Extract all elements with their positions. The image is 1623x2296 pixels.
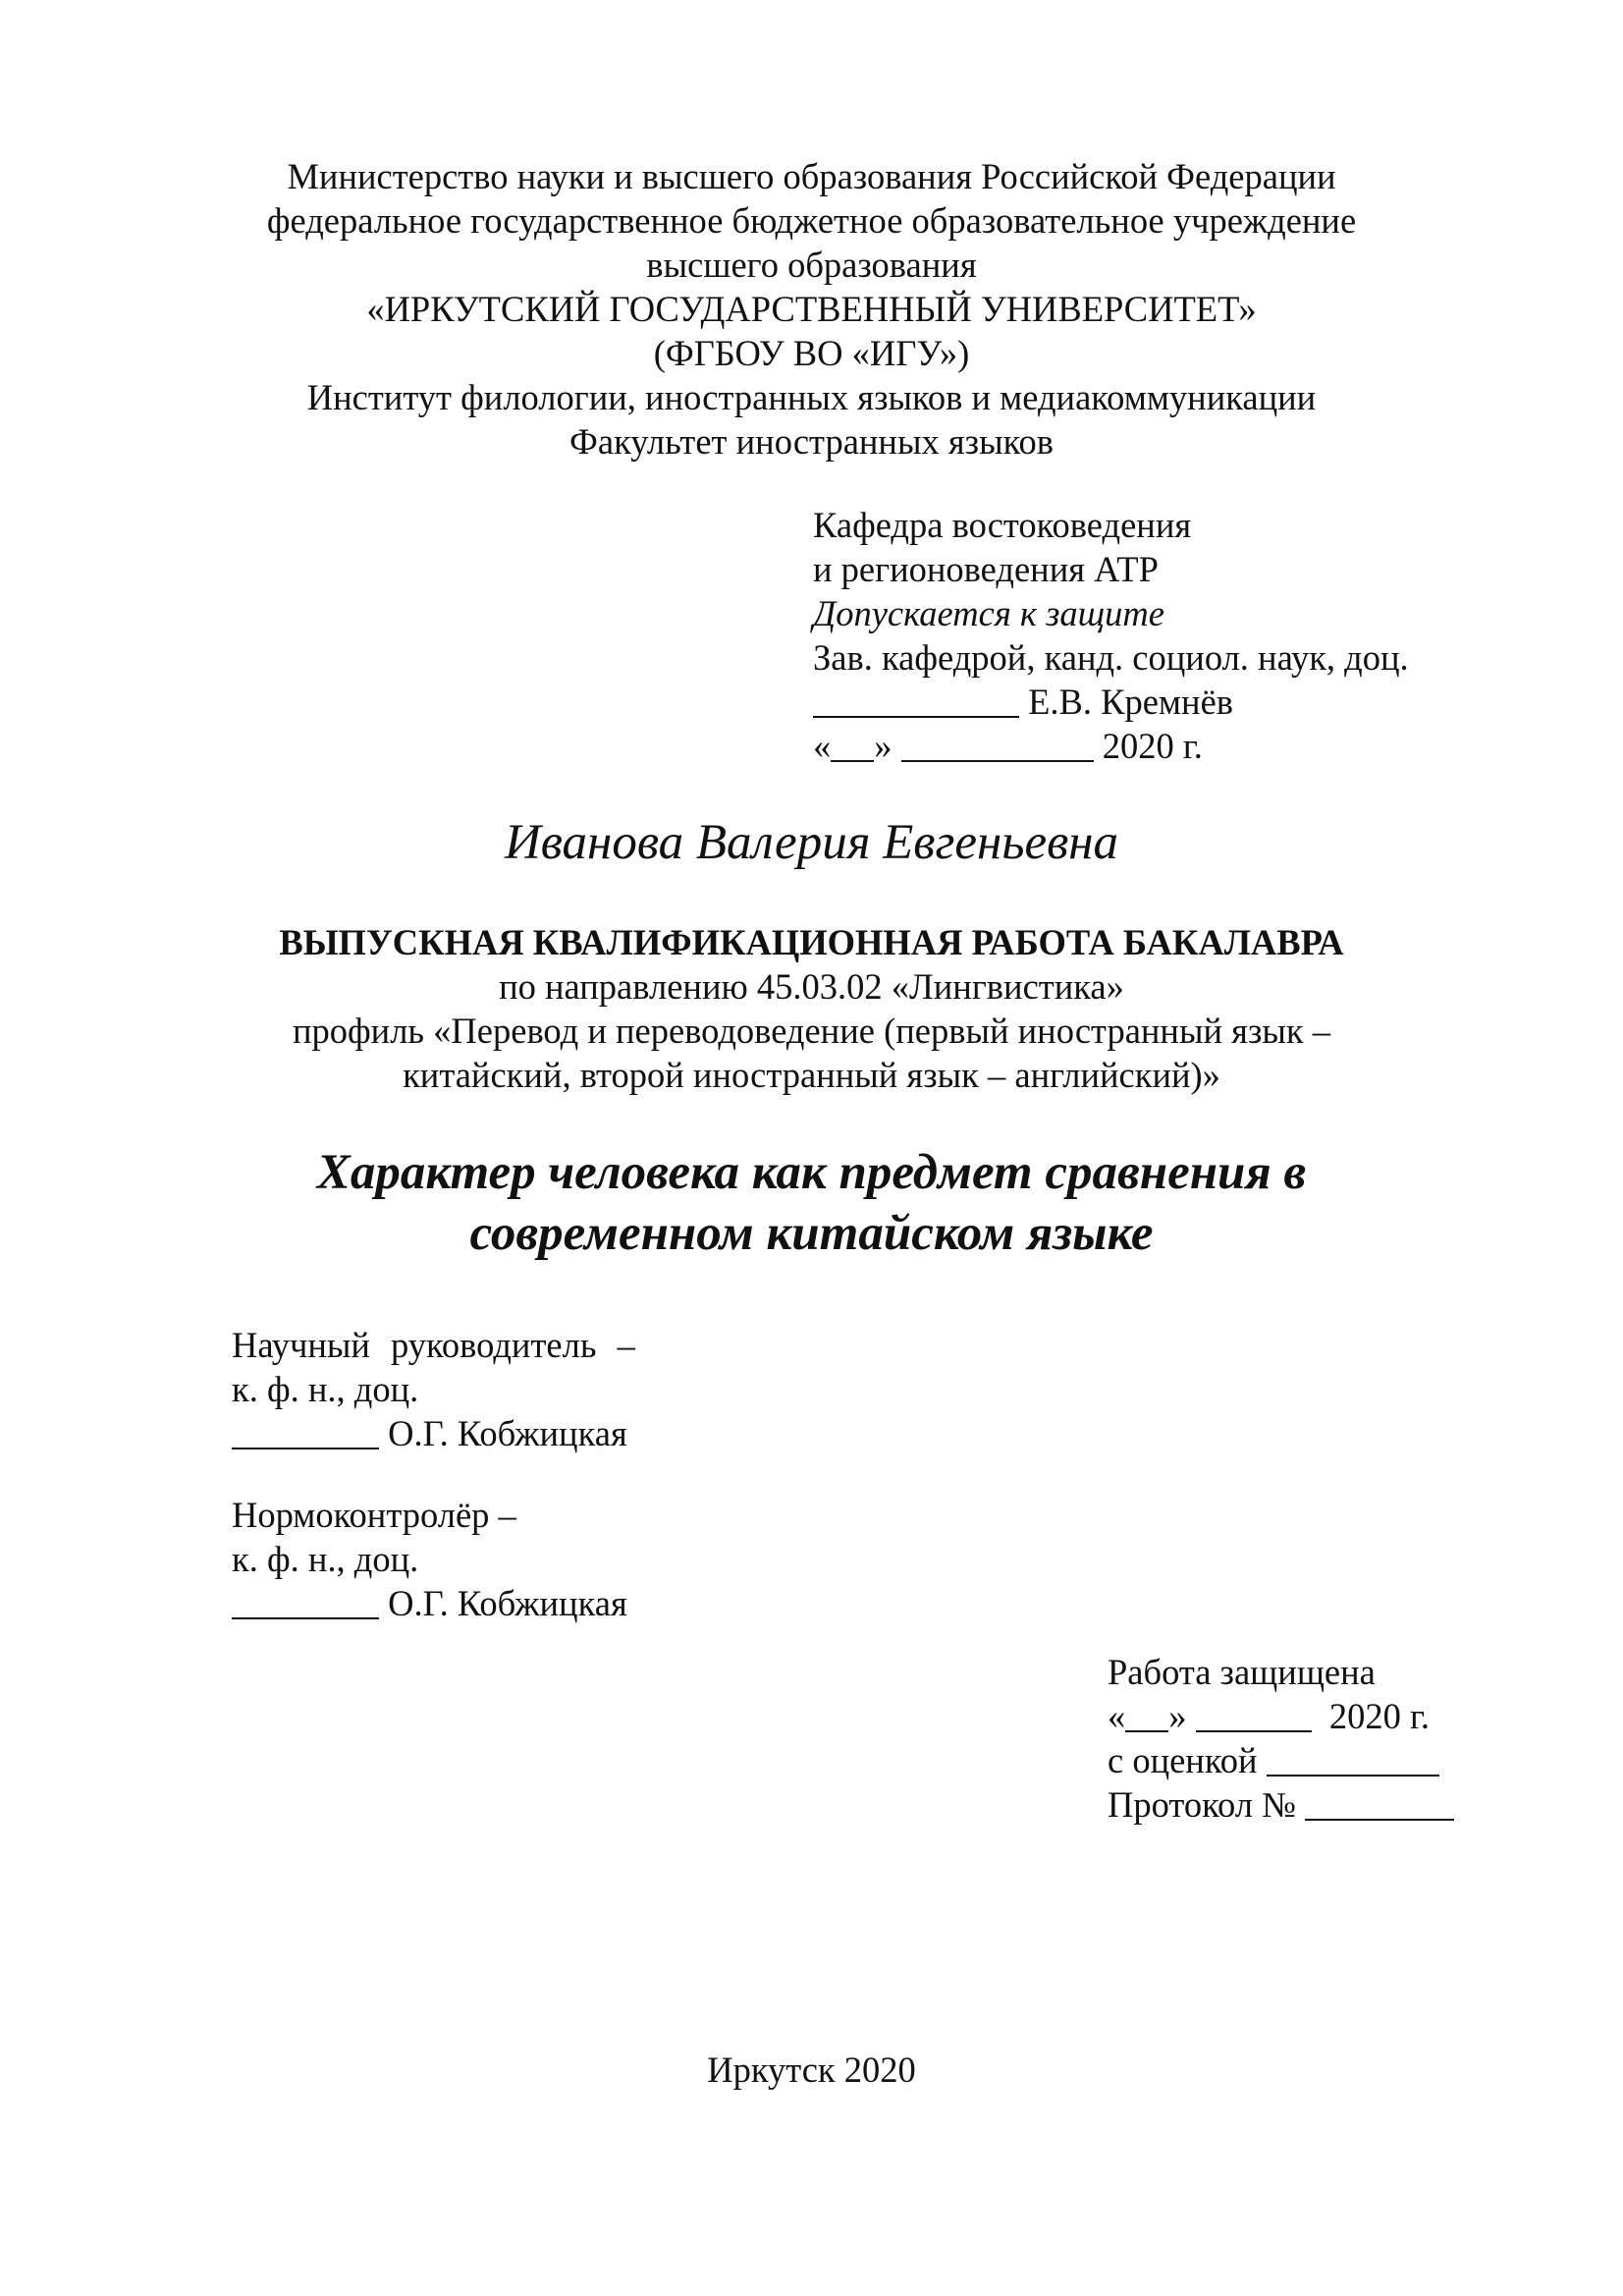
- supervisor-role: Научный руководитель –: [232, 1325, 635, 1365]
- thesis-title-line-2: современном китайском языке: [469, 1206, 1154, 1261]
- supervisor-signature-line: [232, 1411, 635, 1455]
- day-blank: [831, 729, 874, 762]
- signature-blank: [813, 684, 1019, 718]
- university-abbreviation: (ФГБОУ ВО «ИГУ»): [653, 333, 970, 373]
- student-name-text: Иванова Валерия Евгеньевна: [504, 815, 1119, 870]
- date-quote-close: »: [874, 726, 893, 766]
- admitted-to-defense: Допускается к защите: [813, 593, 1164, 633]
- university-name: «ИРКУТСКИЙ ГОСУДАРСТВЕННЫЙ УНИВЕРСИТЕТ»: [366, 289, 1257, 329]
- supervisor-degree: к. ф. н., доц.: [232, 1369, 419, 1409]
- defense-block: [1108, 1650, 1454, 1827]
- grade-label: с оценкой: [1108, 1740, 1258, 1780]
- thesis-title: [0, 1142, 1623, 1264]
- normcontrol-name: О.Г. Кобжицкая: [388, 1583, 627, 1623]
- defense-year: 2020 г.: [1328, 1696, 1430, 1736]
- day-blank: [1125, 1699, 1168, 1732]
- date-quote-open: «: [813, 726, 832, 766]
- normcontrol-degree: к. ф. н., доц.: [232, 1539, 419, 1579]
- institute-line: Институт филологии, иностранных языков и медиакоммуникации: [306, 377, 1317, 417]
- department-head-name: Е.В. Кремнёв: [1028, 682, 1234, 722]
- department-line-2: и регионоведения АТР: [813, 549, 1159, 589]
- normcontrol-block: [232, 1493, 627, 1625]
- defense-grade-line: [1108, 1738, 1454, 1782]
- work-profile-line-2: китайский, второй иностранный язык – английский)»: [403, 1055, 1220, 1095]
- work-profile-line-1: профиль «Перевод и переводоведение (первый иностранный язык –: [292, 1011, 1330, 1051]
- signature-blank: [232, 1416, 379, 1449]
- defense-protocol-line: [1108, 1782, 1454, 1827]
- education-level-line: высшего образования: [646, 245, 977, 285]
- work-direction: по направлению 45.03.02 «Лингвистика»: [499, 966, 1124, 1007]
- student-name: [0, 813, 1623, 872]
- department-approval-block: [813, 503, 1409, 768]
- work-type: ВЫПУСКНАЯ КВАЛИФИКАЦИОННАЯ РАБОТА БАКАЛАВРА: [279, 922, 1344, 962]
- city-year: Иркутск 2020: [707, 2050, 916, 2090]
- supervisor-name: О.Г. Кобжицкая: [388, 1413, 627, 1453]
- month-blank: [901, 729, 1094, 762]
- signature-blank: [232, 1586, 379, 1619]
- ministry-line: Министерство науки и высшего образования Российской Федерации: [287, 156, 1336, 196]
- approval-date-line: [813, 724, 1409, 768]
- thesis-title-line-1: Характер человека как предмет сравнения в: [316, 1145, 1307, 1200]
- department-line-1: Кафедра востоковедения: [813, 505, 1192, 545]
- city-year-footer: [0, 2048, 1623, 2092]
- date-quote-open: «: [1108, 1696, 1126, 1736]
- defense-status: Работа защищена: [1108, 1652, 1376, 1692]
- month-blank: [1196, 1699, 1312, 1732]
- department-head-signature-line: [813, 680, 1409, 724]
- institution-header: [0, 154, 1623, 464]
- defense-date-line: [1108, 1694, 1454, 1738]
- institution-type-line: федеральное государственное бюджетное образовательное учреждение: [266, 200, 1357, 241]
- protocol-blank: [1305, 1787, 1454, 1821]
- faculty-line: Факультет иностранных языков: [569, 421, 1054, 462]
- department-head-title: Зав. кафедрой, канд. социол. наук, доц.: [813, 637, 1409, 678]
- date-quote-close: »: [1168, 1696, 1187, 1736]
- supervisor-block: [232, 1323, 635, 1455]
- protocol-label: Протокол №: [1108, 1784, 1296, 1825]
- approval-year: 2020 г.: [1102, 726, 1203, 766]
- grade-blank: [1267, 1743, 1439, 1777]
- normcontrol-role: Нормоконтролёр –: [232, 1495, 516, 1535]
- normcontrol-signature-line: [232, 1581, 627, 1625]
- work-description: [0, 920, 1623, 1097]
